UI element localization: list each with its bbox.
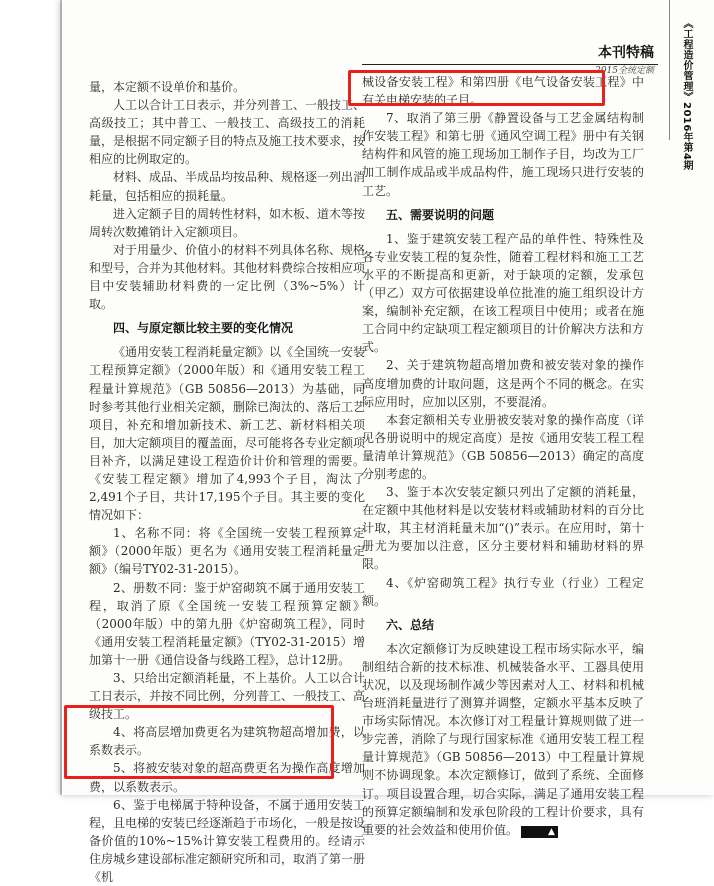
section-heading: 四、与原定额比较主要的变化情况 [113, 321, 294, 336]
conclusion-text: 本次定额修订为反映建设工程市场实际水平，编制组结合新的技术标准、机械装备水平、工器具使用状况，以及现场制作减少等因素对人工、材料和机械台班消耗量进行了测算并调整，定额水平基本反映了市场实际情况。本次修订对工程量计算规则做了进一步完善，消除了与现行国家标准《通用安装工程工程量计算规范》（GB 50856—2013）中工程量计算规则不协调现象。本次定额修订，做到了系统、全面修订。项目设置合理，切合实际，满足了通用安装工程的预算定额编制和发承包阶段的工程计价要求，具有重要的社会效益和使用价值。 [362, 641, 644, 837]
paragraph: 人工以合计工日表示，并分列普工、一般技工、高级技工；其中普工、一般技工、高级技工的消耗量，是根据不同定额子目的特点及施工技术要求，按相应的比例取定的。 [89, 98, 366, 167]
paragraph: 量，本定额不设单价和基价。 [89, 80, 246, 94]
paragraph: 2、关于建筑物超高增加费和被安装对象的操作高度增加费的计取问题，这是两个不同的概念。在实际应用时，应加以区别，不要混淆。 [362, 358, 644, 409]
paragraph: 材料、成品、半成品均按品种、规格逐一列出消耗量，包括相应的损耗量。 [89, 170, 366, 203]
column-subtitle: 2015全统定额 [595, 66, 654, 76]
paragraph: 7、取消了第三册《静置设备与工艺金属结构制作安装工程》和第七册《通风空调工程》册中有关钢结构件和风管的施工现场加工制作子目，均改为工厂加工制作成品或半成品构件，施工现场只进行安装的工艺。 [362, 111, 644, 198]
highlight-box-bottom [64, 705, 334, 779]
paragraph: 2、册数不同：鉴于炉窑砌筑不属于通用安装工程，取消了原《全国统一安装工程预算定额》（2000年版）中的第九册《炉窑砌筑工程》，同时《通用安装工程消耗量定额》（TY02-31-2015）增加第十一册《通信设备与线路工程》，总计12册。 [89, 580, 365, 667]
end-mark: ▲ [521, 826, 558, 838]
paragraph: 4、《炉窑砌筑工程》执行专业（行业）工程定额。 [362, 575, 644, 608]
paragraph: 6、鉴于电梯属于特种设备，不属于通用安装工程，且电梯的安装已经逐渐趋于市场化，一般是按设备价值的10%~15%计算安装工程费用的。经请示住房城乡建设部标准定额研究所和司，取消了第一册《机 [89, 797, 366, 885]
paragraph: 4、将高层增加费更名为建筑物超高增加费，以系数表示。 [89, 725, 365, 758]
paragraph: 1、名称不同：将《全国统一安装工程预算定额》（2000年版）更名为《通用安装工程消耗量定额》（编号TY02-31-2015）。 [89, 526, 365, 577]
paragraph: 1、鉴于建筑安装工程产品的单件性、特殊性及各专业安装工程的复杂性，随着工程材料和施工工艺水平的不断提高和更新，对于缺项的定额，发承包（甲乙）双方可依据建设单位批准的施工组织设计方案，编制补充定额，在该工程项目中使用；或者在施工合同中约定缺项工程定额项目的计价解决方法和方式。 [362, 231, 644, 355]
magazine-page [62, 0, 714, 885]
paragraph [362, 640, 644, 839]
right-column [362, 73, 644, 839]
paragraph: 本套定额相关专业册被安装对象的操作高度（详见各册说明中的规定高度）是按《通用安装工程工程量清单计算规范》（GB 50856—2013）确定的高度分别考虑的。 [362, 412, 644, 481]
paragraph: 《通用安装工程消耗量定额》以《全国统一安装工程预算定额》（2000年版）和《通用安装工程工程量计算规范》（GB 50856—2013）为基础，同时参考其他行业相关定额，删除已淘汰的、落后工艺项目，补充和增加新技术、新工艺、新材料相关项目，加大定额项目的覆盖面，尽可能将各专业定额项目补齐，以满足建设工程造价计价和管理的需要。《安装工程定额》增加了4,993个子目，淘汰了2,491个子目，共计17,195个子目。其主要的变化情况如下： [89, 345, 366, 523]
side-banner [672, 18, 694, 188]
section-heading: 五、需要说明的问题 [386, 207, 495, 222]
section-heading: 六、总结 [386, 617, 435, 632]
paragraph: 对于用量少、价值小的材料不列具体名称、规格和型号，合并为其他材料。其他材料费综合按相应项目中安装辅助材料费的一定比例（3%~5%）计取。 [89, 242, 366, 312]
paragraph: 3、只给出定额消耗量，不上基价。人工以合计工日表示，并按不同比例，分列普工、一般技工、高级技工。 [89, 671, 366, 722]
side-rule [669, 0, 670, 140]
paragraph: 械设备安装工程》和第四册《电气设备安装工程》中有关电梯安装的子目。 [362, 75, 644, 108]
highlight-box-top [348, 70, 605, 106]
paragraph: 3、鉴于本次安装定额只列出了定额的消耗量，在定额中其他材料是以安装材料或辅助材料的百分比计取，其主材消耗量未加“()”表示。在应用时，第十册尤为要加以注意，区分主要材料和辅助材料的界限。 [362, 485, 644, 572]
column-title: 本刊特稿 [598, 45, 654, 61]
paragraph: 进入定额子目的周转性材料，如木板、道木等按周转次数摊销计入定额项目。 [89, 206, 366, 239]
journal-issue-label: 《工程造价管理》2016年第4期 [681, 18, 692, 171]
header-rule [362, 64, 658, 65]
paragraph: 5、将被安装对象的超高费更名为操作高度增加费，以系数表示。 [89, 761, 365, 794]
